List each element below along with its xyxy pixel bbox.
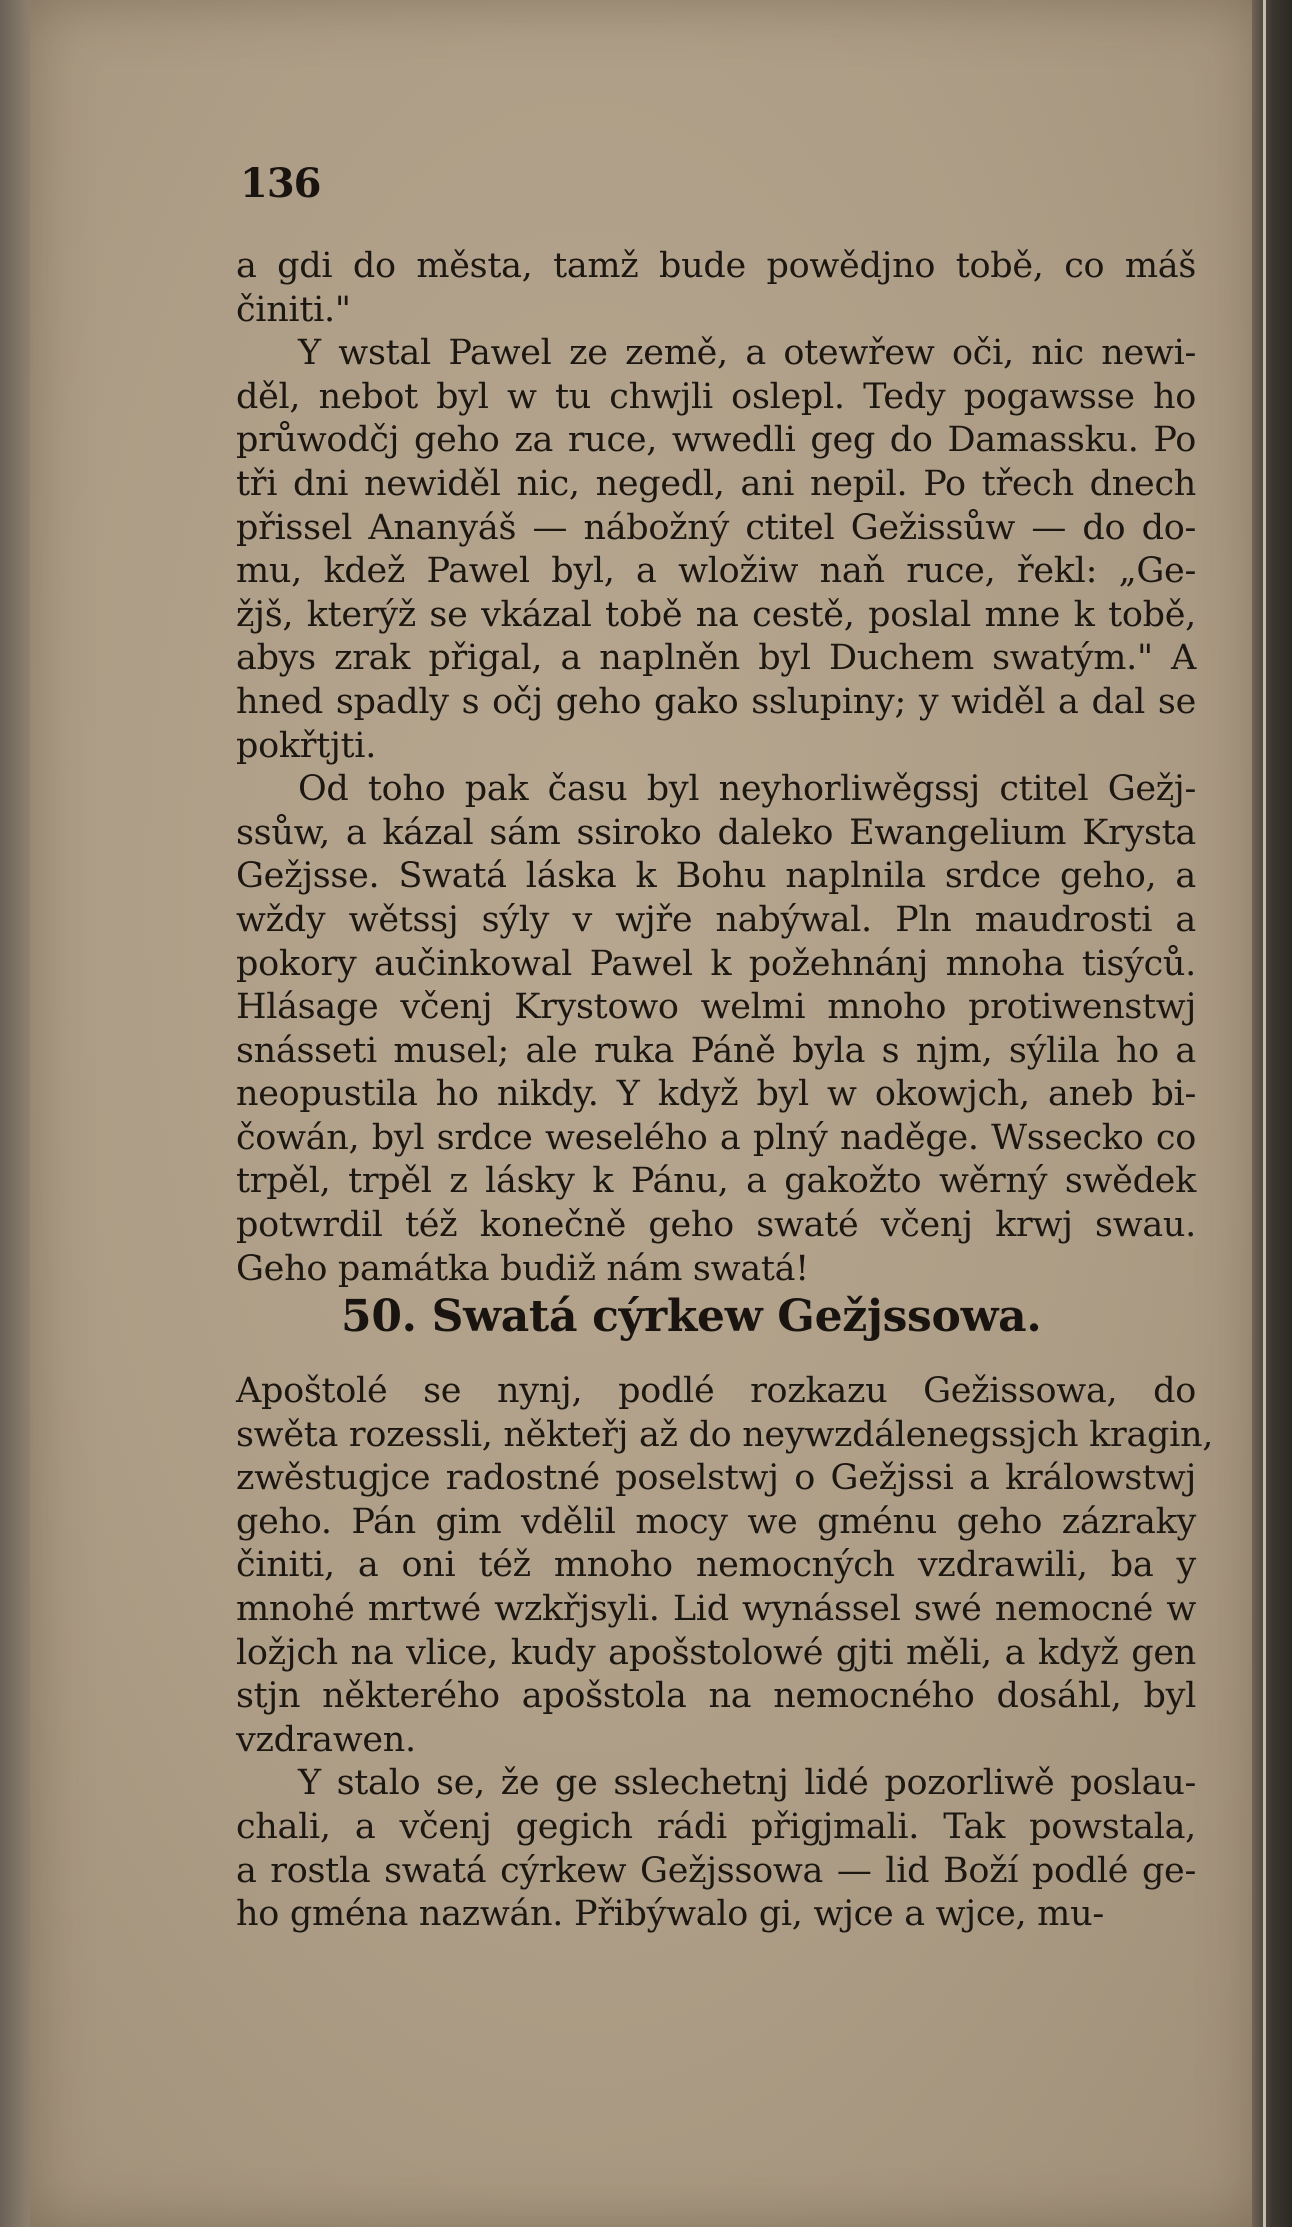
- text-line: a gdi do města, tamž bude powědjno tobě, co máš: [236, 246, 1196, 286]
- text-line: mnohé mrtwé wzkřjsyli. Lid wynássel swé nemocné w: [236, 1588, 1196, 1629]
- text-line: wždy wětssj sýly v wjře nabýwal. Pln maudrosti a: [236, 899, 1196, 940]
- text-line: Y stalo se, že ge sslechetnj lidé pozorliwě poslau-: [298, 1763, 1196, 1804]
- text-line: Geho památka budiž nám swatá!: [236, 1248, 809, 1289]
- text-block-top: [236, 245, 1196, 1291]
- text-line: zwěstugjce radostné poselstwj o Gežjssi a králowstwj: [236, 1458, 1196, 1499]
- text-line: swěta rozessli, někteřj až do neywzdálenegssjch kragin,: [236, 1414, 1214, 1455]
- book-binding: [1252, 0, 1292, 2227]
- paragraph: [236, 1370, 1214, 1762]
- text-line: trpěl, trpěl z lásky k Pánu, a gakožto wěrný swědek: [236, 1161, 1196, 1202]
- text-line: mu, kdež Pawel byl, a wložiw naň ruce, řekl: „Ge-: [236, 551, 1196, 592]
- text-line: přissel Ananyáš — nábožný ctitel Gežissůw — do do-: [236, 507, 1196, 548]
- text-line: ho gména nazwán. Přibýwalo gi, wjce a wjce, mu-: [236, 1894, 1104, 1935]
- text-line: Od toho pak času byl neyhorliwěgssj ctitel Gežj-: [298, 769, 1196, 810]
- text-line: chali, a včenj gegich rádi přigjmali. Tak powstala,: [236, 1806, 1196, 1847]
- text-line: Gežjsse. Swatá láska k Bohu naplnila srdce geho, a: [236, 856, 1196, 897]
- text-line: stjn některého apošstola na nemocného dosáhl, byl: [236, 1676, 1196, 1717]
- binding-edge: [1263, 0, 1266, 2227]
- text-line: průwodčj geho za ruce, wwedli geg do Damassku. Po: [236, 420, 1196, 461]
- text-line: činiti.": [236, 289, 351, 330]
- text-line: ložjch na vlice, kudy apošstolowé gjti měli, a když gen: [236, 1632, 1196, 1673]
- text-line: děl, nebot byl w tu chwjli oslepl. Tedy pogawsse ho: [236, 376, 1196, 417]
- text-line: potwrdil též konečně geho swaté včenj krwj swau.: [236, 1205, 1196, 1246]
- text-line: Y wstal Pawel ze země, a otewřew oči, nic newi-: [298, 333, 1196, 374]
- text-block-bottom: [236, 1370, 1214, 1937]
- text-line: vzdrawen.: [236, 1719, 416, 1760]
- text-line: čowán, byl srdce weselého a plný naděge. Wssecko co: [236, 1117, 1196, 1158]
- text-line: Hlásage včenj Krystowo welmi mnoho protiwenstwj: [236, 987, 1196, 1028]
- paragraph: [236, 245, 1196, 332]
- text-line: abys zrak přigal, a naplněn byl Duchem swatým." A: [236, 638, 1196, 679]
- text-line: činiti, a oni též mnoho nemocných vzdrawili, ba y: [236, 1545, 1196, 1586]
- text-line: Apoštolé se nynj, podlé rozkazu Gežissowa, do: [236, 1371, 1196, 1411]
- paragraph: [236, 332, 1196, 768]
- section-heading: 50. Swatá cýrkew Gežjssowa.: [341, 1291, 1042, 1342]
- text-line: ssůw, a kázal sám ssiroko daleko Ewangelium Krysta: [236, 812, 1196, 853]
- paragraph: [236, 1762, 1196, 1936]
- text-line: žjš, kterýž se vkázal tobě na cestě, poslal mne k tobě,: [236, 594, 1196, 635]
- text-line: pokřtjti.: [236, 725, 377, 766]
- text-line: a rostla swatá cýrkew Gežjssowa — lid Boží podlé ge-: [236, 1850, 1196, 1891]
- text-line: tři dni newiděl nic, negedl, ani nepil. Po třech dnech: [236, 463, 1196, 504]
- text-line: pokory aučinkowal Pawel k požehnánj mnoha tisýců.: [236, 943, 1196, 984]
- page-number: 136: [240, 160, 321, 207]
- text-line: hned spadly s očj geho gako sslupiny; y widěl a dal se: [236, 681, 1196, 722]
- text-line: geho. Pán gim vdělil mocy we gménu geho zázraky: [236, 1501, 1196, 1542]
- text-line: neopustila ho nikdy. Y když byl w okowjch, aneb bi-: [236, 1074, 1196, 1115]
- text-line: snásseti musel; ale ruka Páně byla s njm, sýlila ho a: [236, 1030, 1196, 1071]
- paragraph: [236, 768, 1196, 1291]
